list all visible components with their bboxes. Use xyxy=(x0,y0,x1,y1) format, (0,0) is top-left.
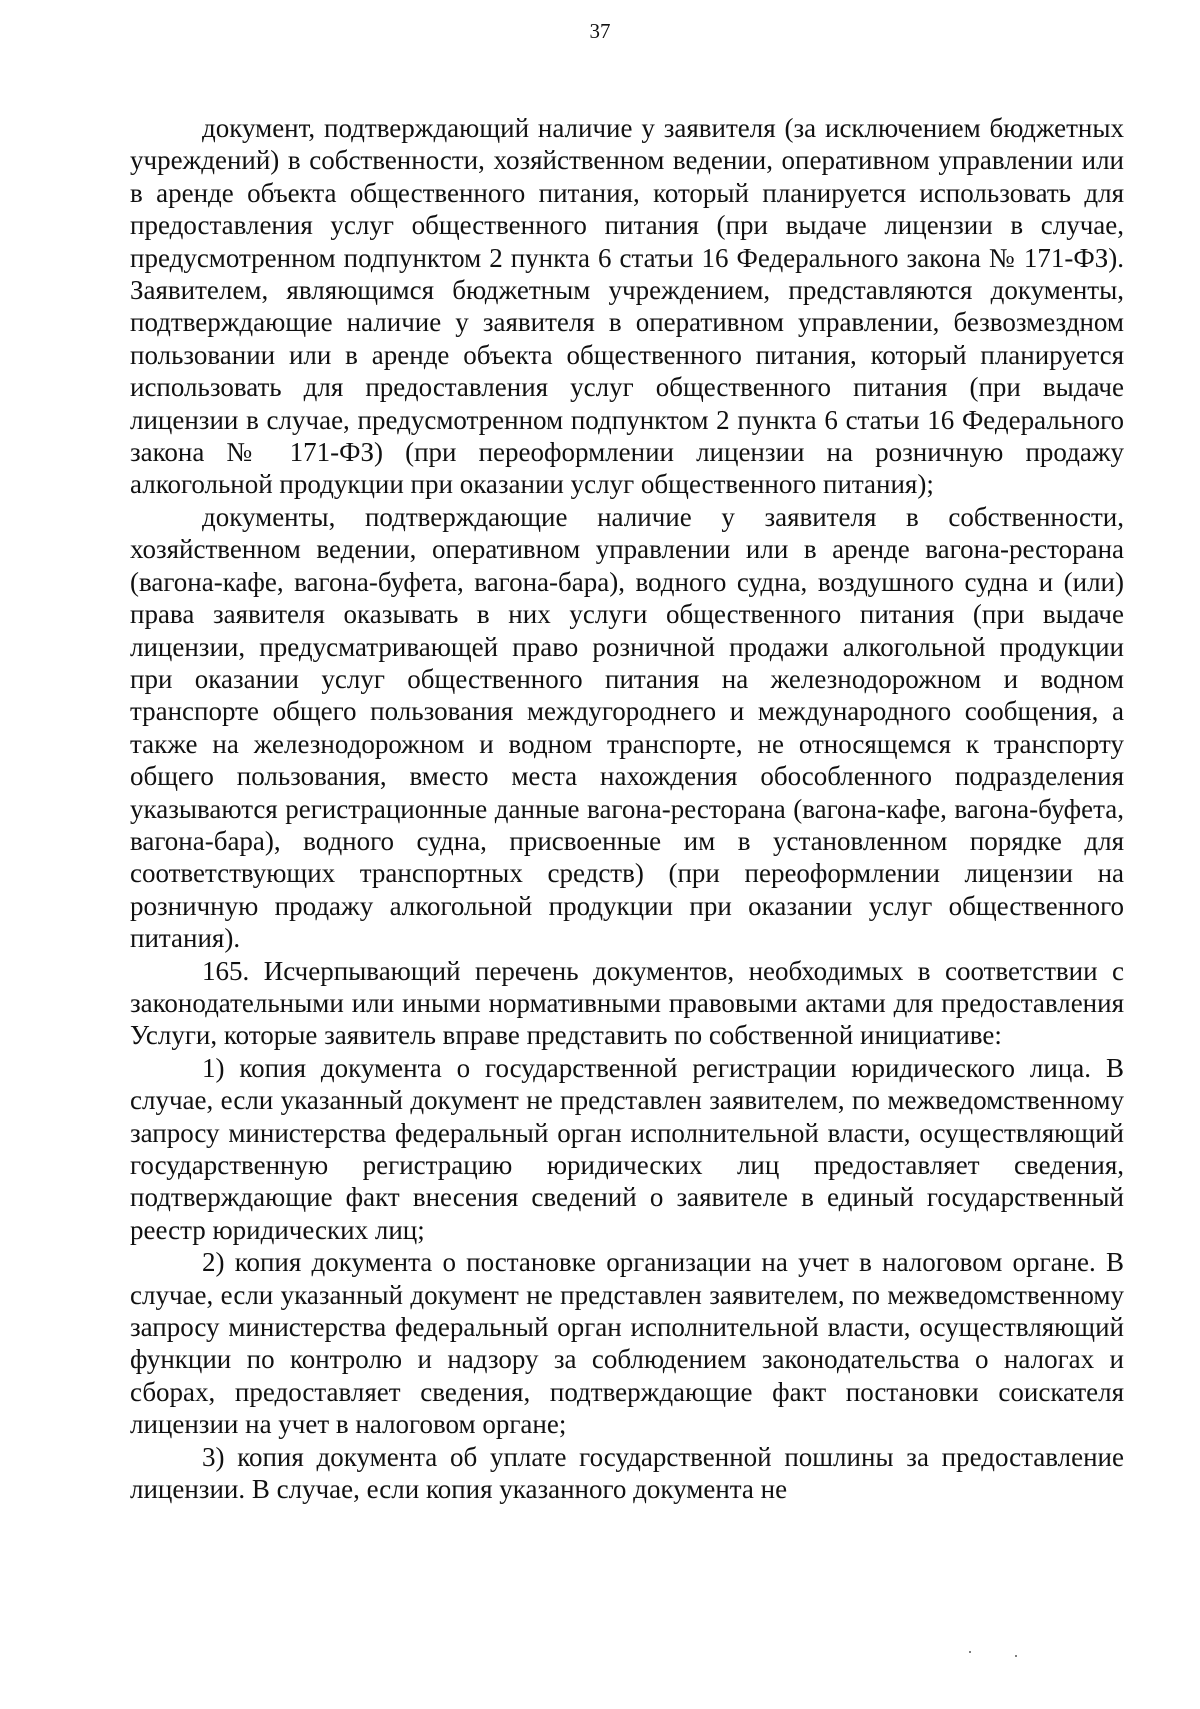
page-number: 37 xyxy=(589,19,611,43)
paragraph-transport-documents: документы, подтверждающие наличие у заявителя в собственности, хозяйственном ведении, оперативном управлении или в аренде вагона-ресторана (вагона-кафе, вагона-буфета, вагона-бара), водного судна, воздушного судна и (или) права заявителя оказывать в них услуги общественного питания (при выдаче лицензии, предусматривающей право розничной продажи алкогольной продукции при оказании услуг общественного питания на железнодорожном и водном транспорте общего пользования междугороднего и международного сообщения, а также на железнодорожном и водном транспорте, не относящемся к транспорту общего пользования, вместо места нахождения обособленного подразделения указываются регистрационные данные вагона-ресторана (вагона-кафе, вагона-буфета, вагона-бара), водного судна, присвоенные им в установленном порядке для соответствующих транспортных средств) (при переоформлении лицензии на розничную продажу алкогольной продукции при оказании услуг общественного питания). xyxy=(130,501,1124,954)
list-item-2-tax-registration-copy: 2) копия документа о постановке организации на учет в налоговом органе. В случае, если указанный документ не представлен заявителем, по межведомственному запросу министерства федеральный орган исполнительной власти, осуществляющий функции по контролю и надзору за соблюдением законодательства о налогах и сборах, предоставляет сведения, подтверждающие факт постановки соискателя лицензии на учет в налоговом органе; xyxy=(130,1247,1124,1440)
paragraph-premises-documents: документ, подтверждающий наличие у заявителя (за исключением бюджетных учреждений) в собственности, хозяйственном ведении, оперативном управлении или в аренде объекта общественного питания, который планируется использовать для предоставления услуг общественного питания (при выдаче лицензии в случае, предусмотренном подпунктом 2 пункта 6 статьи 16 Федерального закона № 171-ФЗ). Заявителем, являющимся бюджетным учреждением, представляются документы, подтверждающие наличие у заявителя в оперативном управлении, безвозмездном пользовании или в аренде объекта общественного питания, который планируется использовать для предоставления услуг общественного питания (при выдаче лицензии в случае, предусмотренном подпунктом 2 пункта 6 статьи 16 Федерального закона № 171-ФЗ) (при переоформлении лицензии на розничную продажу алкогольной продукции при оказании услуг общественного питания); xyxy=(130,113,1124,500)
paragraph-165-document-list: 165. Исчерпывающий перечень документов, необходимых в соответствии с законодательными или иными нормативными правовыми актами для предоставления Услуги, которые заявитель вправе представить по собственной инициативе: xyxy=(130,955,1124,1051)
list-item-1-registration-copy: 1) копия документа о государственной регистрации юридического лица. В случае, если указанный документ не представлен заявителем, по межведомственному запросу министерства федеральный орган исполнительной власти, осуществляющий государственную регистрацию юридических лиц предоставляет сведения, подтверждающие факт внесения сведений о заявителе в единый государственный реестр юридических лиц; xyxy=(130,1052,1124,1245)
document-body xyxy=(130,112,1124,1505)
list-item-3-state-fee-copy: 3) копия документа об уплате государственной пошлины за предоставление лицензии. В случае, если копия указанного документа не xyxy=(130,1441,1124,1505)
scan-speck xyxy=(1015,1655,1017,1657)
scan-speck xyxy=(969,1651,971,1653)
